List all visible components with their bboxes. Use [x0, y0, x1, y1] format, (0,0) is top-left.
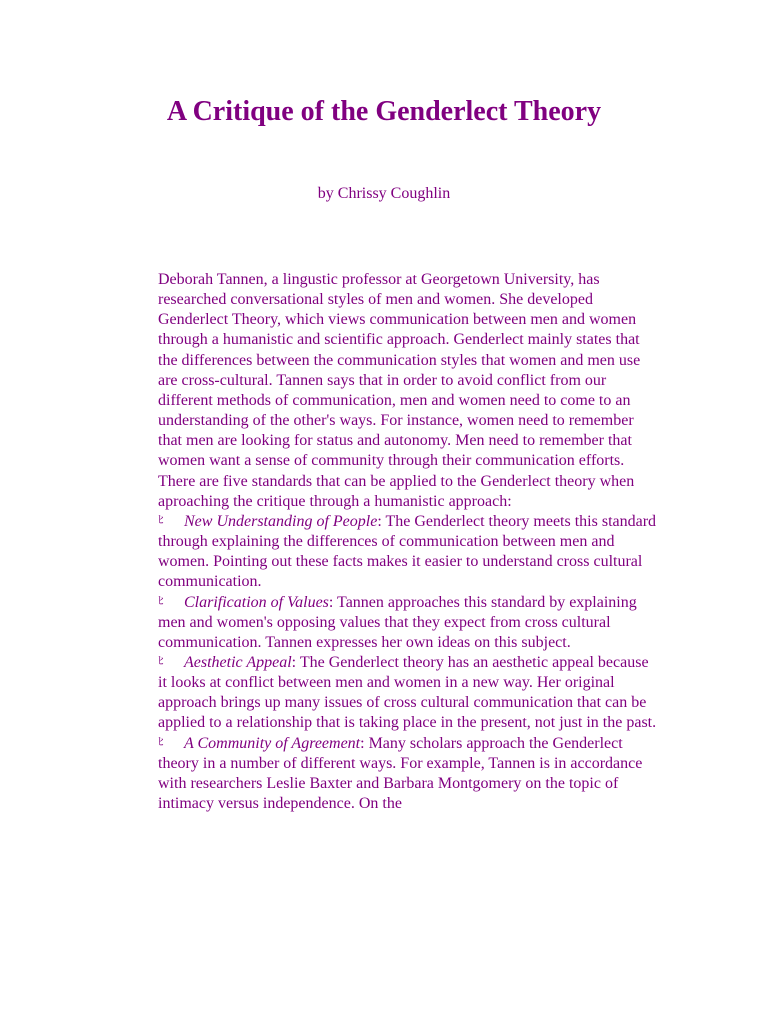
- standard-text: : The Genderlect theory has an aesthetic appeal because it looks at conflict between men and women in a new way. Her original approach brings up many issues of cross cultural communication that can be applied to a relationship that is taking place in the present, not just in the past.: [158, 653, 657, 732]
- standard-item-2: [158, 593, 660, 653]
- bullet-icon: ﾋ: [158, 735, 164, 748]
- bullet-icon: ﾋ: [158, 594, 164, 607]
- body-text: [158, 270, 660, 814]
- intro-paragraph: Deborah Tannen, a lingustic professor at Georgetown University, has researched conversational styles of men and women. She developed Genderlect Theory, which views communication between men and women through a humanistic and scientific approach. Genderlect mainly states that the differences between the communication styles that women and men use are cross-cultural. Tannen says that in order to avoid conflict from our different methods of communication, men and women need to come to an understanding of the other's ways. For instance, women need to remember that men are looking for status and autonomy. Men need to remember that women want a sense of community through their communication efforts.: [158, 271, 641, 470]
- standard-text: : Tannen approaches this standard by explaining men and women's opposing values that they expect from cross cultural communication. Tannen expresses her own ideas on this subject.: [158, 593, 637, 651]
- page-title: A Critique of the Genderlect Theory: [166, 96, 602, 127]
- standard-text: : The Genderlect theory meets this standard through explaining the differences of communication between men and women. Pointing out these facts makes it easier to understand cross cultural communication.: [158, 512, 657, 591]
- standard-item-3: [158, 653, 660, 734]
- standard-text: : Many scholars approach the Genderlect theory in a number of different ways. For example, Tannen is in accordance with researchers Leslie Baxter and Barbara Montgomery on the topic of intimacy versus independence. On the: [158, 734, 643, 813]
- standard-term: A Community of Agreement: [184, 734, 361, 752]
- standard-item-1: [158, 512, 660, 593]
- standard-term: New Understanding of People: [184, 512, 378, 530]
- bullet-icon: ﾋ: [158, 513, 164, 526]
- standards-intro-paragraph: There are five standards that can be applied to the Genderlect theory when aproaching the critique through a humanistic approach:: [158, 472, 635, 510]
- standard-item-4: [158, 734, 660, 815]
- bullet-icon: ﾋ: [158, 654, 164, 667]
- standard-term: Aesthetic Appeal: [184, 653, 292, 671]
- author-byline: by Chrissy Coughlin: [317, 185, 451, 202]
- standard-term: Clarification of Values: [184, 593, 329, 611]
